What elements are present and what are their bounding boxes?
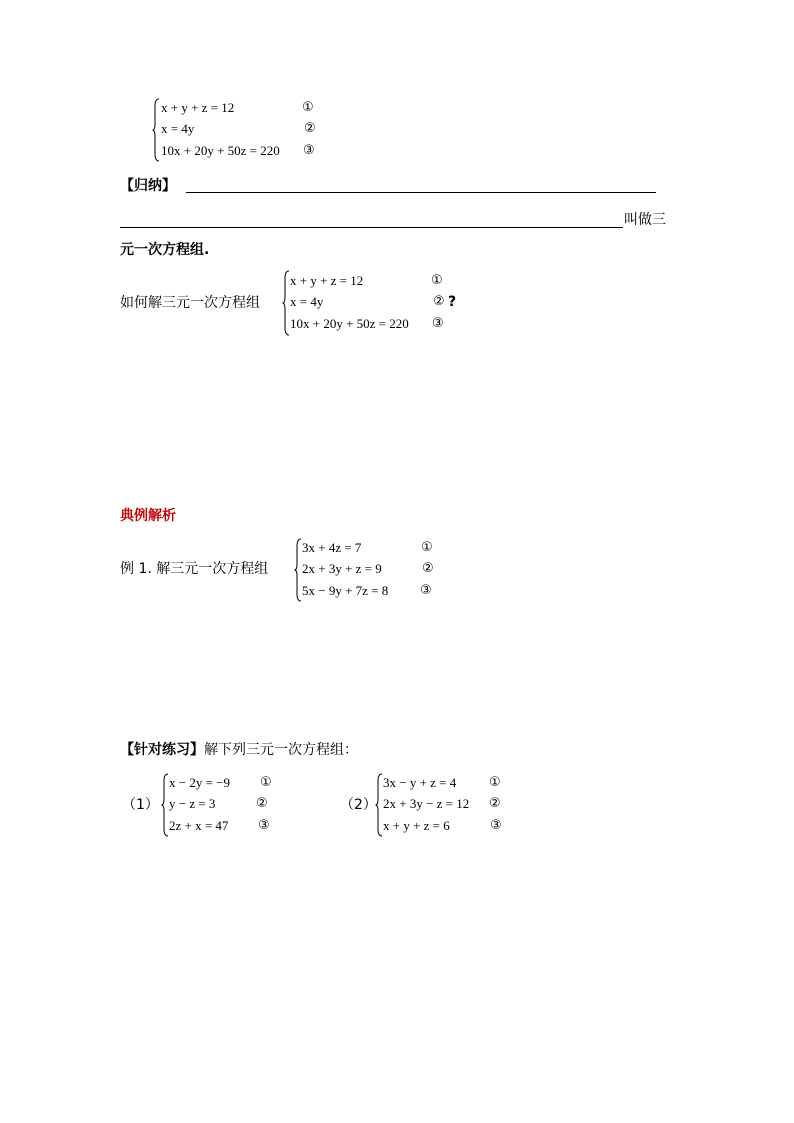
equation-3: 10x + 20y + 50z = 220	[290, 316, 409, 331]
marker-3: ③	[490, 818, 502, 833]
section-heading: 典例解析	[120, 508, 176, 524]
fill-in-line-1[interactable]	[186, 192, 656, 193]
problem-1-label: （1）	[122, 797, 159, 813]
marker-3: ③	[258, 818, 270, 833]
equation-2: x = 4y	[161, 121, 195, 136]
left-brace-icon	[294, 538, 302, 602]
left-brace-icon	[152, 98, 160, 162]
marker-1: ①	[489, 775, 501, 790]
problem-1-system	[161, 773, 291, 837]
equation-3: 5x − 9y + 7z = 8	[302, 583, 389, 598]
question-mark: ?	[448, 294, 457, 310]
summary-continuation: 元一次方程组.	[120, 242, 210, 258]
example-label: 例 1. 解三元一次方程组	[120, 561, 269, 577]
equation-1: 3x + 4z = 7	[302, 540, 362, 555]
marker-2: ②	[256, 796, 268, 811]
problem-2-system	[375, 773, 515, 837]
marker-1: ①	[421, 540, 433, 555]
summary-label: 【归纳】	[120, 178, 176, 194]
problem-2-label: （2）	[340, 797, 377, 813]
example-equation-system	[294, 538, 444, 602]
equation-1: x − 2y = −9	[169, 775, 230, 790]
fill-in-line-2[interactable]	[120, 227, 623, 228]
equation-2: 2x + 3y − z = 12	[383, 796, 470, 811]
left-brace-icon	[375, 773, 383, 837]
equation-1: x + y + z = 12	[290, 273, 364, 288]
summary-line-end: 叫做三	[624, 212, 666, 228]
marker-2: ②	[304, 121, 316, 136]
equation-1: x + y + z = 12	[161, 100, 235, 115]
left-brace-icon	[282, 270, 290, 336]
marker-3: ③	[420, 583, 432, 598]
question-equation-system	[282, 270, 472, 336]
marker-1: ①	[431, 273, 443, 288]
equation-3: x + y + z = 6	[383, 818, 450, 833]
marker-1: ①	[302, 100, 314, 115]
practice-label: 【针对练习】	[120, 742, 204, 758]
equation-3: 2z + x = 47	[169, 818, 229, 833]
equation-2: x = 4y	[290, 294, 324, 309]
marker-2: ②	[489, 796, 501, 811]
left-brace-icon	[161, 773, 169, 837]
marker-3: ③	[432, 316, 444, 331]
equation-2: 2x + 3y + z = 9	[302, 561, 382, 576]
equation-2: y − z = 3	[169, 796, 216, 811]
question-prefix: 如何解三元一次方程组	[120, 295, 260, 311]
marker-2: ②	[422, 561, 434, 576]
practice-instruction: 解下列三元一次方程组：	[204, 742, 358, 758]
marker-2: ②	[433, 294, 445, 309]
marker-3: ③	[303, 143, 315, 158]
practice-heading	[120, 741, 358, 759]
equation-1: 3x − y + z = 4	[383, 775, 457, 790]
top-equation-system	[152, 98, 332, 162]
marker-1: ①	[260, 775, 272, 790]
equation-3: 10x + 20y + 50z = 220	[161, 143, 280, 158]
